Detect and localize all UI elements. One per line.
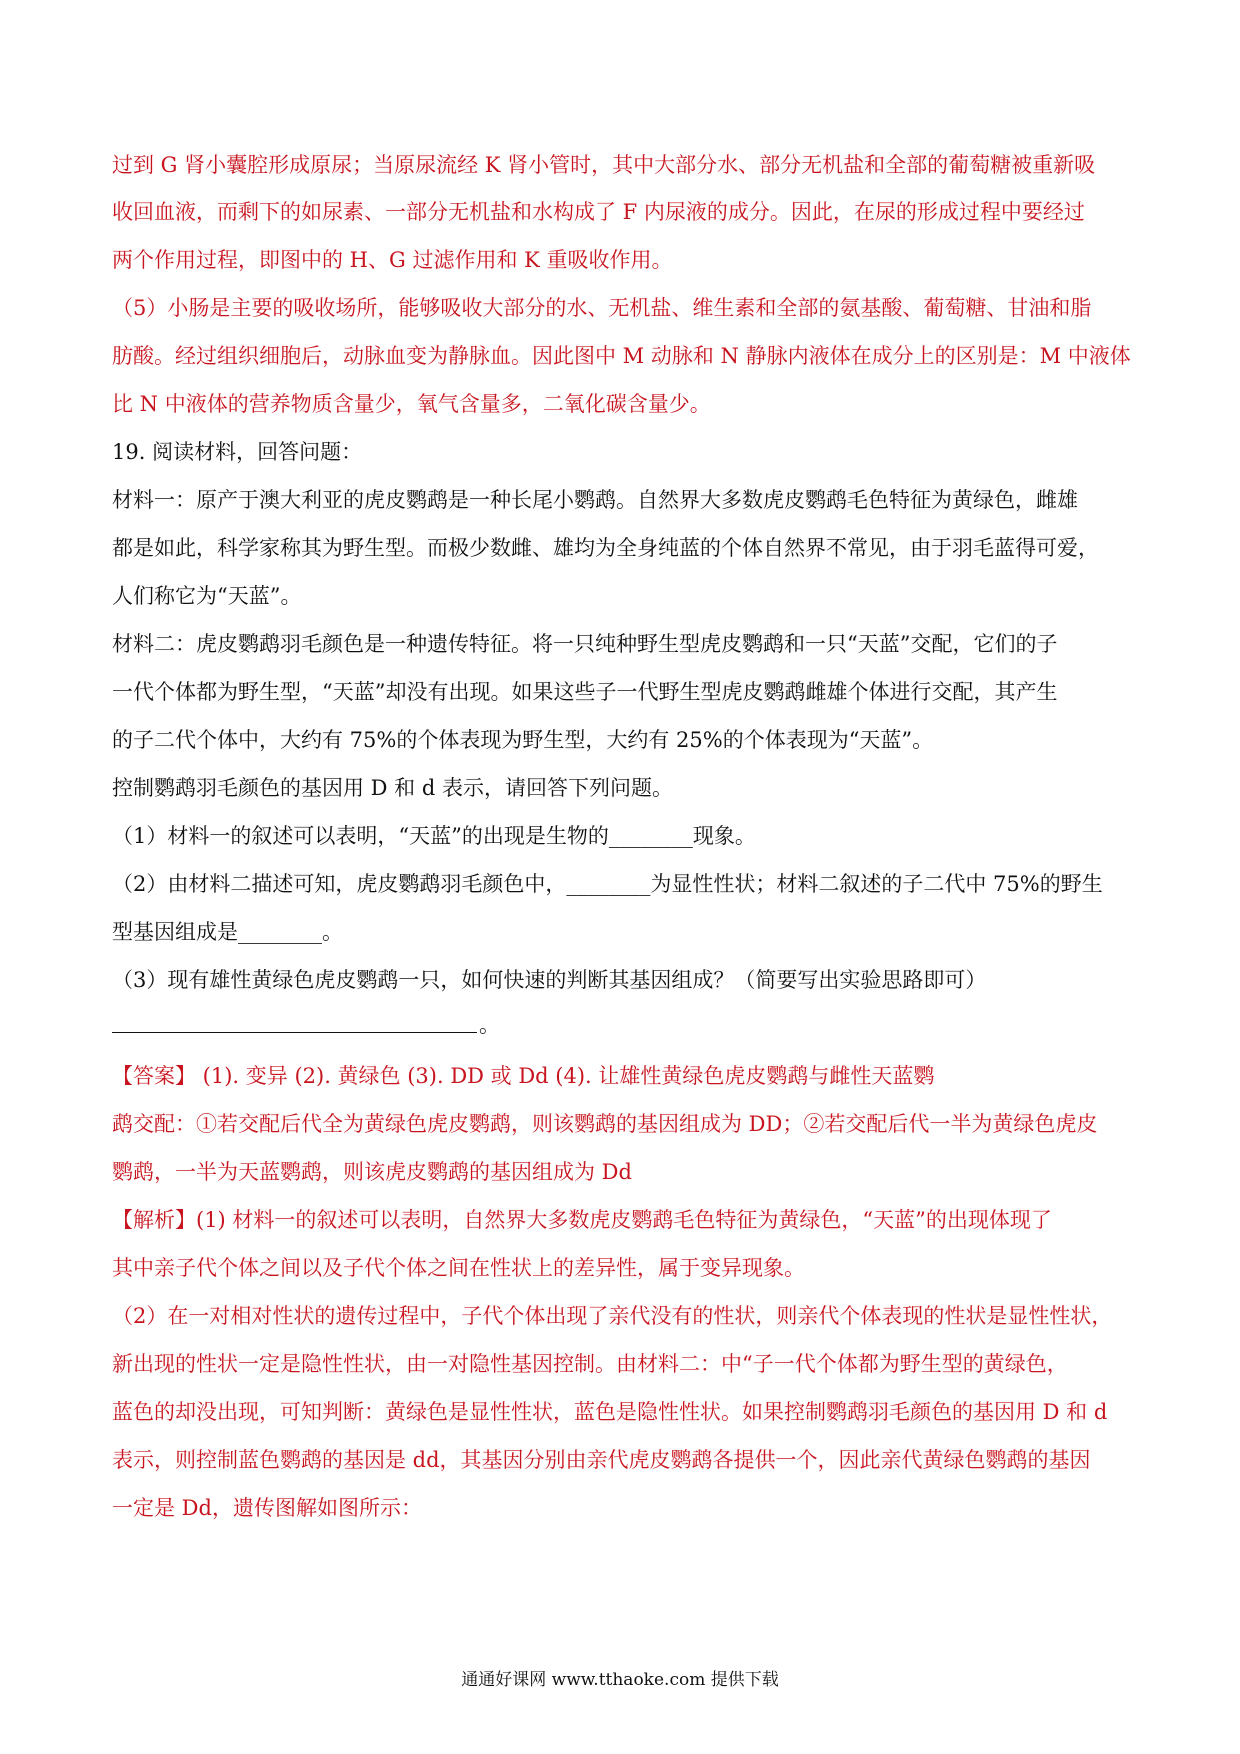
analysis-line-1: 过到 G 肾小囊腔形成原尿；当原尿流经 K 肾小管时，其中大部分水、部分无机盐和全部的葡萄糖被重新吸 xyxy=(112,153,1096,177)
material-one-line-3: 人们称它为“天蓝”。 xyxy=(112,584,302,608)
answer-line-2: 鹉交配：①若交配后代全为黄绿色虎皮鹦鹉，则该鹦鹉的基因组成为 DD；②若交配后代一半为黄绿色虎皮 xyxy=(112,1112,1098,1136)
explanation-line-4: 新出现的性状一定是隐性性状，由一对隐性基因控制。由材料二：中“子一代个体都为野生型的黄绿色， xyxy=(112,1352,1068,1376)
explanation-line-1: 【解析】(1) 材料一的叙述可以表明，自然界大多数虎皮鹦鹉毛色特征为黄绿色，“天蓝”的出现体现了 xyxy=(112,1208,1052,1232)
sub-question-1: （1）材料一的叙述可以表明，“天蓝”的出现是生物的________现象。 xyxy=(112,824,756,848)
answer-line-3: 鹦鹉，一半为天蓝鹦鹉，则该虎皮鹦鹉的基因组成为 Dd xyxy=(112,1160,632,1184)
answer-blank-period: 。 xyxy=(479,1013,500,1037)
sub-question-3: （3）现有雄性黄绿色虎皮鹦鹉一只，如何快速的判断其基因组成？（简要写出实验思路即可） xyxy=(112,968,987,992)
analysis-line-4: （5）小肠是主要的吸收场所，能够吸收大部分的水、无机盐、维生素和全部的氨基酸、葡萄糖、甘油和脂 xyxy=(112,296,1092,320)
material-two-line-2: 一代个体都为野生型，“天蓝”却没有出现。如果这些子一代野生型虎皮鹦鹉雌雄个体进行交配，其产生 xyxy=(112,680,1058,704)
explanation-line-5: 蓝色的却没出现，可知判断：黄绿色是显性性状，蓝色是隐性性状。如果控制鹦鹉羽毛颜色的基因用 D 和 d xyxy=(112,1400,1108,1424)
sub-question-2-line-1: （2）由材料二描述可知，虎皮鹦鹉羽毛颜色中，________为显性性状；材料二叙述的子二代中 75%的野生 xyxy=(112,872,1103,896)
material-one-line-1: 材料一：原产于澳大利亚的虎皮鹦鹉是一种长尾小鹦鹉。自然界大多数虎皮鹦鹉毛色特征为黄绿色，雌雄 xyxy=(112,488,1078,512)
answer-line-1: 【答案】 (1). 变异 (2). 黄绿色 (3). DD 或 Dd (4). 让雄性黄绿色虎皮鹦鹉与雌性天蓝鹦 xyxy=(112,1064,935,1088)
explanation-line-2: 其中亲子代个体之间以及子代个体之间在性状上的差异性，属于变异现象。 xyxy=(112,1256,805,1280)
explanation-line-6: 表示，则控制蓝色鹦鹉的基因是 dd，其基因分别由亲代虎皮鹦鹉各提供一个，因此亲代黄绿色鹦鹉的基因 xyxy=(112,1448,1091,1472)
analysis-line-5: 肪酸。经过组织细胞后，动脉血变为静脉血。因此图中 M 动脉和 N 静脉内液体在成分上的区别是：M 中液体 xyxy=(112,344,1131,368)
analysis-line-6: 比 N 中液体的营养物质含量少，氧气含量多，二氧化碳含量少。 xyxy=(112,392,711,416)
material-one-line-2: 都是如此，科学家称其为野生型。而极少数雌、雄均为全身纯蓝的个体自然界不常见，由于羽毛蓝得可爱， xyxy=(112,536,1099,560)
analysis-line-3: 两个作用过程，即图中的 H、G 过滤作用和 K 重吸收作用。 xyxy=(112,248,673,272)
material-two-line-3: 的子二代个体中，大约有 75%的个体表现为野生型，大约有 25%的个体表现为“天蓝”。 xyxy=(112,728,934,752)
answer-blank-line xyxy=(112,1032,477,1033)
sub-question-2-line-2: 型基因组成是________。 xyxy=(112,920,343,944)
explanation-line-3: （2）在一对相对性状的遗传过程中，子代个体出现了亲代没有的性状，则亲代个体表现的性状是显性性状， xyxy=(112,1304,1113,1328)
gene-instruction: 控制鹦鹉羽毛颜色的基因用 D 和 d 表示，请回答下列问题。 xyxy=(112,776,673,800)
question-title: 19. 阅读材料，回答问题： xyxy=(112,440,363,464)
explanation-line-7: 一定是 Dd，遗传图解如图所示： xyxy=(112,1496,422,1520)
analysis-line-2: 收回血液，而剩下的如尿素、一部分无机盐和水构成了 F 内尿液的成分。因此，在尿的形成过程中要经过 xyxy=(112,200,1085,224)
material-two-line-1: 材料二：虎皮鹦鹉羽毛颜色是一种遗传特征。将一只纯种野生型虎皮鹦鹉和一只“天蓝”交配，它们的子 xyxy=(112,632,1058,656)
page-footer: 通通好课网 www.tthaoke.com 提供下载 xyxy=(461,1670,779,1690)
